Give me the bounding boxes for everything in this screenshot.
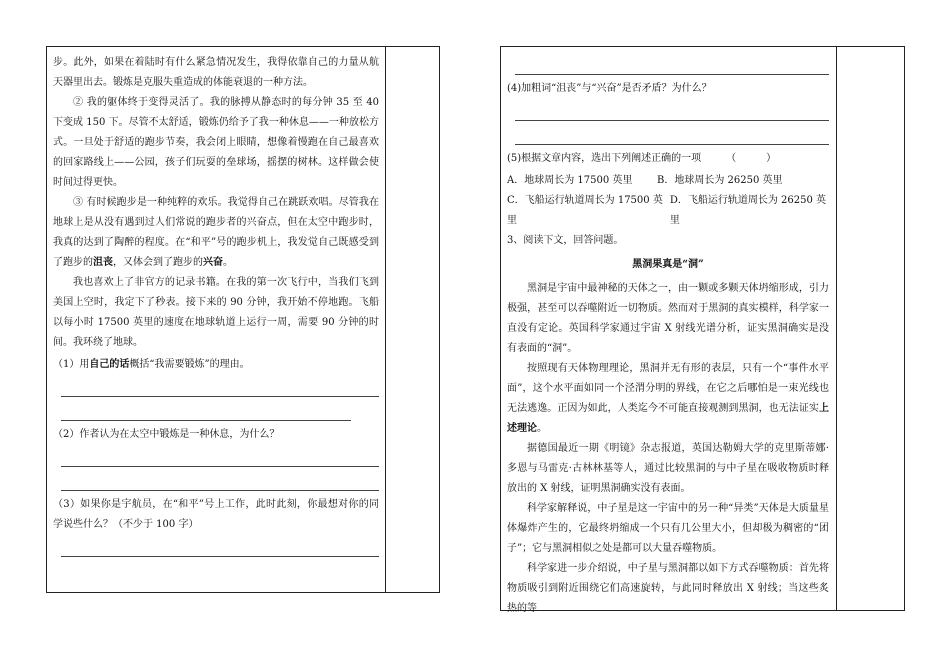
- article-paragraph-4: 科学家解释说，中子星是这一宇宙中的另一种“异类”天体是大质量星体爆炸产生的，它最终坍缩成一个只有几公里大小，但却极为稠密的“团子”；它与黑洞相似之处是都可以大量吞噬物质。: [507, 503, 829, 554]
- passage-paragraph-1: 步。此外，如果在着陆时有什么紧急情况发生，我得依靠自己的力量从航天器里出去。锻炼是克服失重造成的体能衰退的一种方法。: [53, 57, 379, 88]
- passage-paragraph-4: 我也喜欢上了非官方的记录书籍。在我的第一次飞行中，当我们飞到美国上空时，我定下了秒表。接下来的 90 分钟，我开始不停地跑。飞船以每小时 17500 英里的速度在地球轨道上运行一周，需要 90 分钟的时间。我环绕了地球。: [53, 277, 379, 348]
- article-paragraph-5: 科学家进一步介绍说，中子星与黑洞都以如下方式吞噬物质：首先将物质吸引到附近围绕它们高速旋转，与此同时释放出 X 射线；当这些炙热的等: [507, 563, 829, 614]
- bold-word-jusang: 沮丧: [93, 257, 113, 268]
- answer-line[interactable]: [61, 377, 379, 397]
- right-page-table: [500, 46, 905, 614]
- bold-word-xingfen: 兴奋: [203, 257, 223, 268]
- article-paragraph-3: 据德国最近一期《明镜》杂志报道，英国达勒姆大学的克里斯蒂娜·多恩与马雷克·古林林基等人，通过比较黑洞的与中子星在吸收物质时释放出的 X 射线，证明黑洞确实没有表面。: [507, 443, 829, 494]
- article-paragraph-2: 按照现有天体物理理论，黑洞并无有形的表层，只有一个“事件水平面”，这个水平面如同一个泾渭分明的界线，在它之后哪怕是一束光线也无法逃逸。正因为如此，人类迄今不可能直接观测到黑洞，也无法证实上述理论。: [507, 363, 829, 434]
- answer-line[interactable]: [61, 447, 379, 467]
- options-row-ab: [507, 171, 829, 191]
- passage-paragraph-2: ② 我的躯体终于变得灵活了。我的脉搏从静态时的每分钟 35 至 40 下变成 150 下。尽管不太舒适，锻炼仍给予了我一种休息——一种放松方式。一旦处于舒适的跑步节奏，我会闭上眼睛，想像着慢跑在自己最喜欢的回家路线上——公园，孩子们玩耍的垒球场，摇摆的树林。这样做会使时间过得更快。: [53, 97, 379, 188]
- section-heading: 3、阅读下文，回答问题。: [507, 235, 624, 246]
- answer-line[interactable]: [515, 101, 829, 121]
- answer-line[interactable]: [61, 471, 379, 491]
- column-divider: [385, 47, 386, 592]
- options-row-cd: [507, 191, 829, 231]
- article-title: 黑洞果真是“洞”: [632, 259, 704, 270]
- answer-line[interactable]: [61, 401, 351, 421]
- column-divider: [836, 47, 837, 610]
- question-4: (4)加粗词“沮丧”与“兴奋”是否矛盾？为什么？: [507, 83, 712, 94]
- bold-phrase: 上述理论: [507, 403, 829, 434]
- option-a[interactable]: A．地球周长为 17500 英里: [507, 175, 633, 186]
- left-page-table: [46, 46, 440, 593]
- option-d[interactable]: D．飞船运行轨道周长为 26250 英里: [669, 195, 827, 226]
- answer-line[interactable]: [515, 125, 829, 145]
- passage-paragraph-3: ③ 有时候跑步是一种纯粹的欢乐。我觉得自己在跳跃欢唱。尽管我在地球上是从没有遇到过人们常说的跑步者的兴奋点，但在太空中跑步时，我真的达到了陶醉的程度。在“和平”号的跑步机上，我发觉自己既感受到了跑步的沮丧，又体会到了跑步的兴奋。: [53, 197, 379, 268]
- left-content: [53, 53, 379, 561]
- option-b[interactable]: B．地球周长为 26250 英里: [657, 175, 783, 186]
- right-content: [507, 59, 829, 619]
- article-paragraph-1: 黑洞是宇宙中最神秘的天体之一，由一颗或多颗天体坍缩形成，引力极强，甚至可以吞噬附近一切物质。然而对于黑洞的真实模样，科学家一直没有定论。英国科学家通过宇宙 X 射线光谱分析，证实黑洞确实是没有表面的“洞”。: [507, 283, 829, 354]
- question-2: （2）作者认为在太空中锻炼是一种休息，为什么？: [53, 429, 280, 440]
- question-5: (5)根据文章内容，选出下列阐述正确的一项 （ ）: [507, 153, 777, 164]
- question-1: （1）用自己的话概括“我需要锻炼”的理由。: [53, 359, 250, 370]
- answer-line[interactable]: [61, 537, 379, 557]
- option-c[interactable]: C．飞船运行轨道周长为 17500 英里: [507, 195, 663, 226]
- answer-line[interactable]: [515, 55, 829, 75]
- question-3: （3）如果你是宇航员，在“和平”号上工作，此时此刻，你最想对你的同学说些什么？（不少于 100 字）: [53, 499, 379, 530]
